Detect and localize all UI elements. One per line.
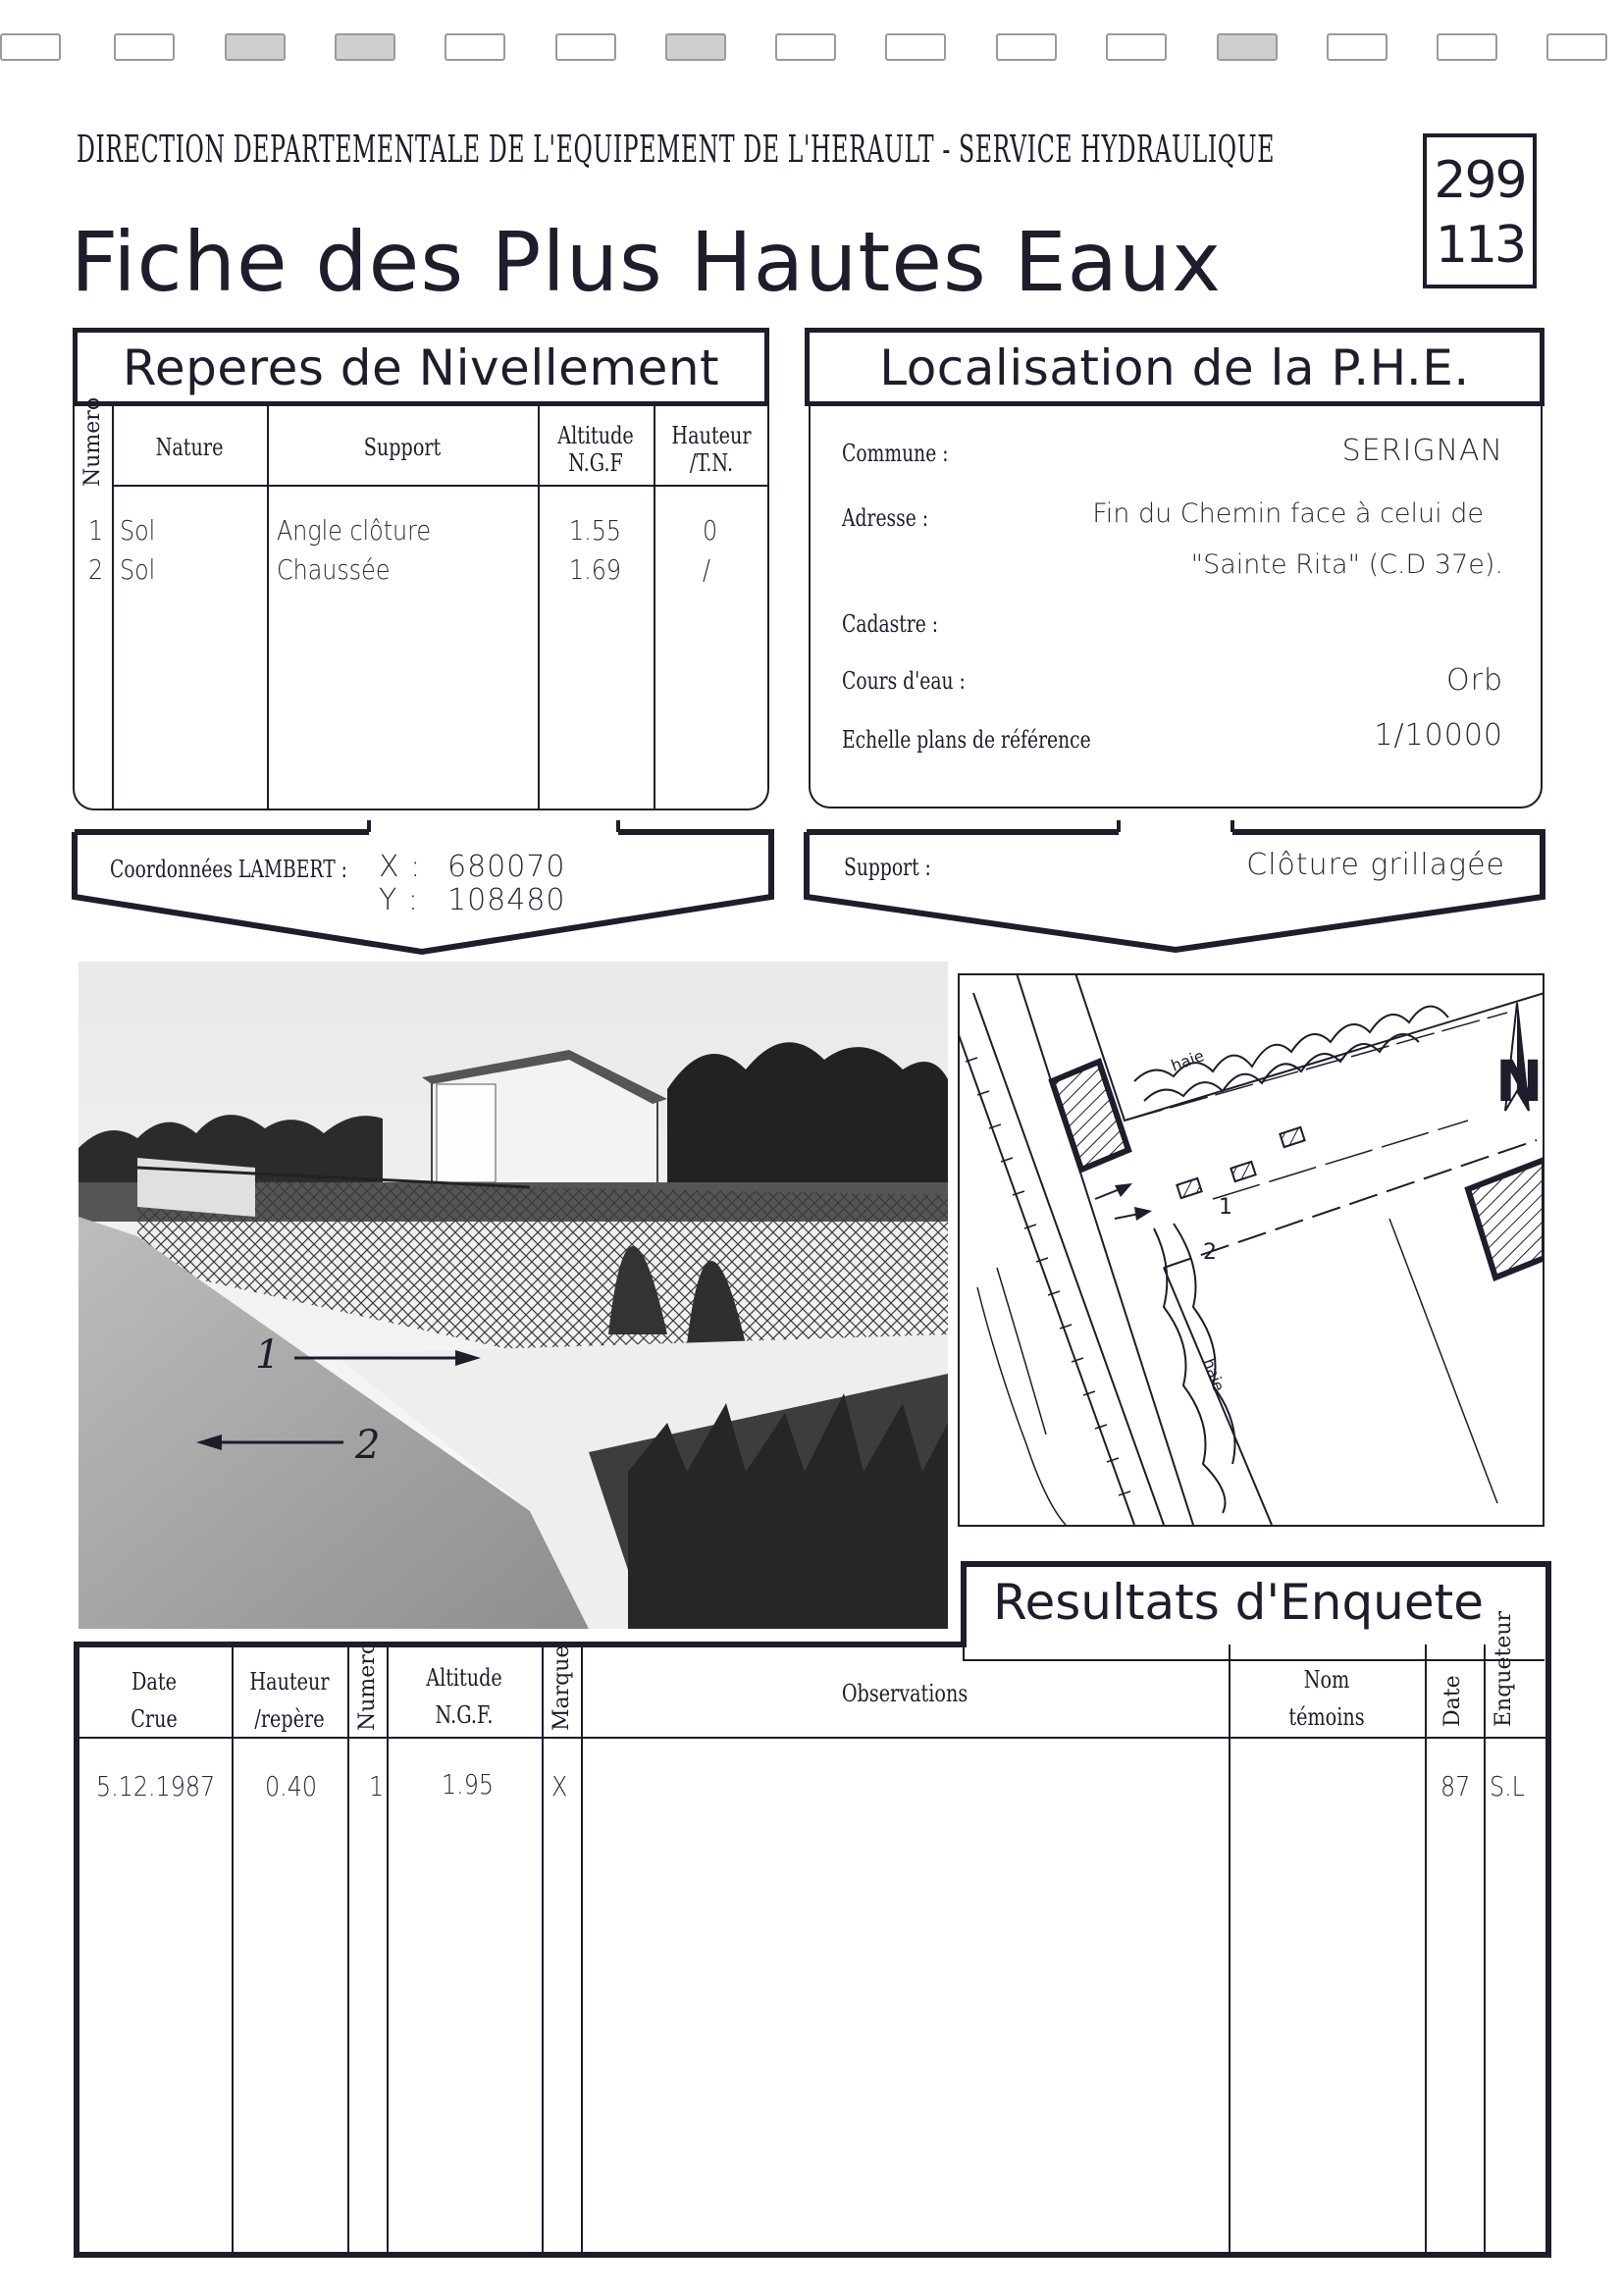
reperes-col-numero: Numero	[80, 396, 105, 487]
adresse-label: Adresse :	[842, 504, 929, 532]
resultats-col-date-crue-1: Date	[131, 1668, 177, 1696]
lambert-y-label: Y :	[379, 883, 419, 917]
cours-value: Orb	[1446, 663, 1503, 698]
photo-marker-2: 2	[355, 1423, 381, 1468]
resultats-col-hauteur-1: Hauteur	[249, 1668, 330, 1696]
reperes-col-hauteur-1: Hauteur	[671, 422, 752, 449]
resultats-col-nom-2: témoins	[1288, 1703, 1365, 1731]
north-label: N	[1495, 1048, 1544, 1115]
echelle-value: 1/10000	[1374, 718, 1503, 753]
resultats-col-date-crue-2: Crue	[131, 1705, 178, 1733]
resultats-col-numero: Numero	[355, 1641, 380, 1731]
resultats-col-observations: Observations	[841, 1680, 969, 1707]
cours-label: Cours d'eau :	[842, 667, 966, 695]
plan-haie-label-2: haie	[1199, 1355, 1229, 1394]
site-photo	[79, 962, 948, 1629]
reperes-col-altitude-1: Altitude	[557, 422, 634, 449]
resultats-col-marque: Marque	[550, 1644, 574, 1731]
plan-haie-label-1: haie	[1168, 1046, 1207, 1075]
reference-box	[1423, 133, 1537, 288]
resultats-col-nom-1: Nom	[1303, 1666, 1350, 1694]
resultats-col-enqueteur: Enqueteur	[1492, 1610, 1516, 1727]
cadastre-label: Cadastre :	[842, 610, 939, 638]
reperes-col-hauteur-2: /T.N.	[689, 449, 734, 477]
reperes-col-nature: Nature	[155, 434, 224, 461]
reference-number-top: 299	[1434, 151, 1526, 210]
support-arrow-box	[801, 805, 1550, 962]
reference-number-bottom: 113	[1435, 216, 1525, 275]
commune-value: SERIGNAN	[1341, 434, 1503, 468]
resultats-col-hauteur-2: /repère	[254, 1705, 325, 1733]
plan-marker-1: 1	[1219, 1195, 1232, 1220]
resultats-frame	[69, 1558, 1554, 2261]
adresse-line-2: "Sainte Rita" (C.D 37e).	[1190, 549, 1503, 580]
photo-marker-1: 1	[255, 1332, 281, 1378]
lambert-label: Coordonnées LAMBERT :	[110, 856, 347, 883]
resultats-col-altitude-2: N.G.F.	[435, 1701, 494, 1729]
resultats-col-altitude-1: Altitude	[426, 1664, 502, 1692]
agency-header: DIRECTION DEPARTEMENTALE DE L'EQUIPEMENT DE L'HERAULT - SERVICE HYDRAULIQUE	[77, 128, 1276, 171]
reperes-col-altitude-2: N.G.F	[568, 449, 623, 477]
lambert-x-value: 680070	[447, 850, 566, 884]
location-plan	[958, 973, 1544, 1527]
reperes-title: Reperes de Nivellement	[122, 339, 720, 396]
resultats-col-date: Date	[1440, 1675, 1465, 1727]
reperes-col-support: Support	[363, 434, 442, 461]
plan-marker-2: 2	[1203, 1240, 1217, 1265]
localisation-title: Localisation de la P.H.E.	[879, 339, 1470, 396]
commune-label: Commune :	[842, 440, 949, 467]
echelle-label: Echelle plans de référence	[842, 726, 1091, 754]
lambert-y-value: 108480	[447, 883, 566, 917]
support-label: Support :	[844, 854, 931, 881]
resultats-title: Resultats d'Enquete	[993, 1574, 1484, 1631]
adresse-line-1: Fin du Chemin face à celui de	[1092, 498, 1484, 529]
lambert-arrow-box	[69, 805, 779, 962]
support-value: Clôture grillagée	[1246, 848, 1505, 882]
page-title: Fiche des Plus Hautes Eaux	[71, 214, 1222, 310]
lambert-x-label: X :	[379, 850, 422, 884]
